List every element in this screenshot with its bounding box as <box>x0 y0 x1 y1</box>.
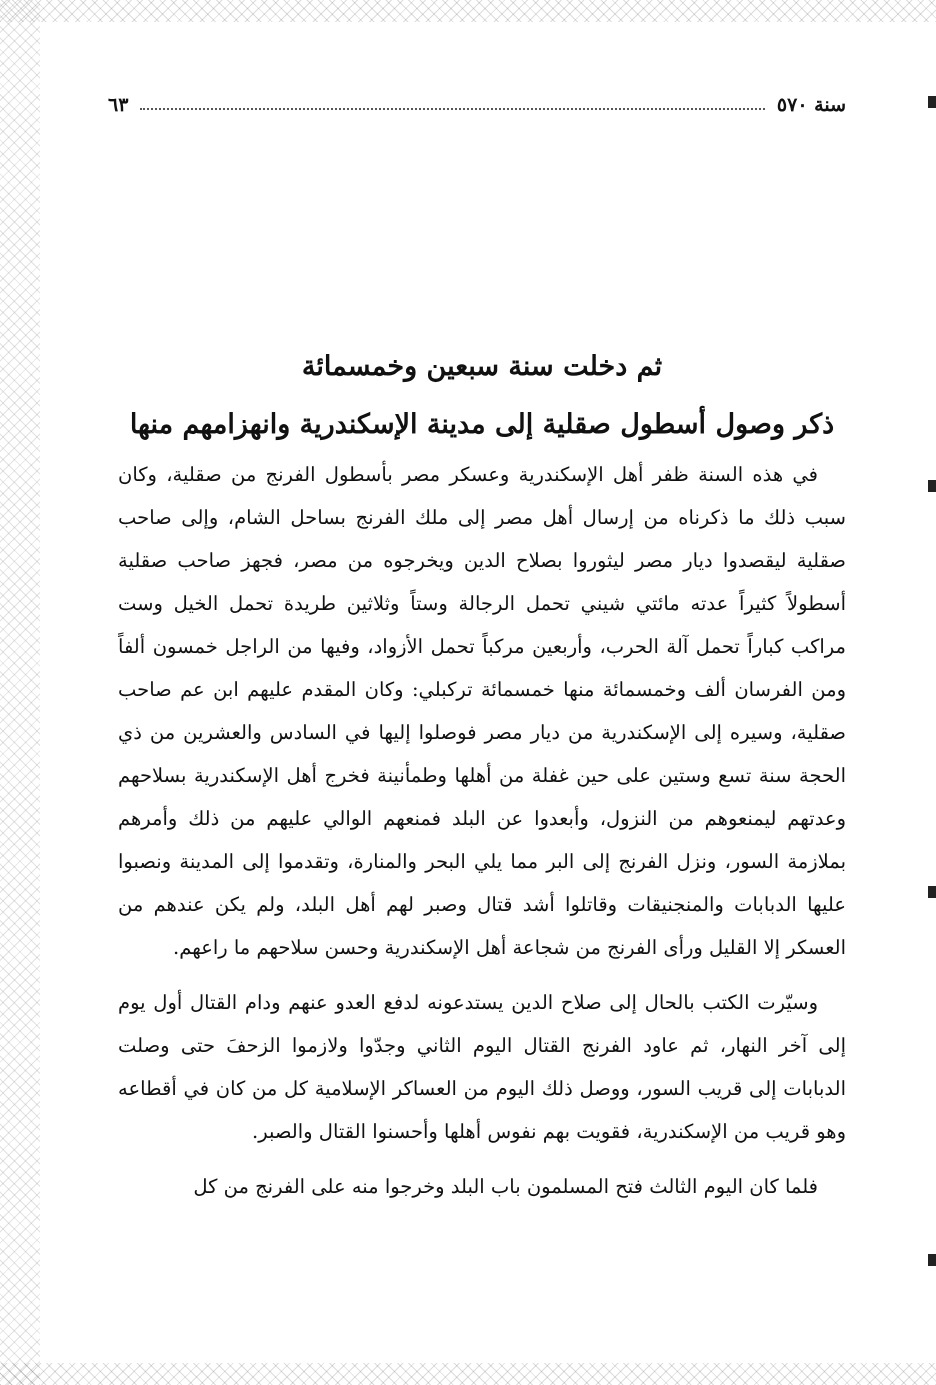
section-heading: ذكر وصول أسطول صقلية إلى مدينة الإسكندرية وانهزامهم منها <box>129 409 835 440</box>
page-edge-mark <box>928 1254 936 1266</box>
body-paragraph: فلما كان اليوم الثالث فتح المسلمون باب البلد وخرجوا منه على الفرنج من كل <box>193 1175 818 1198</box>
page-edge-mark <box>928 480 936 492</box>
header-section-title: سنة ٥٧٠ <box>776 94 846 116</box>
decorative-border-top <box>0 0 936 22</box>
running-header <box>108 90 846 120</box>
body-paragraph: في هذه السنة ظفر أهل الإسكندرية وعسكر مصر بأسطول الفرنج من صقلية، وكان سبب ذلك ما ذكرناه من إرسال أهل مصر إلى ملك الفرنج بساحل الشام، وإلى صاحب صقلية ليقصدوا ديار مصر ليثوروا بصلاح الدين ويخرجوه من مصر، فجهز صاحب صقلية أسطولاً كثيراً عدته مائتي شيني تحمل الرجالة وستاً وثلاثين طريدة تحمل الخيل وست مراكب كباراً تحمل آلة الحرب، وأربعين مركباً تحمل الأزواد، وفيها من الراجل خمسون ألفاً ومن الفرسان ألف وخمسمائة منها خمسمائة تركبلي: وكان المقدم عليهم ابن عم صاحب صقلية، وسيره إلى الإسكندرية من ديار مصر فوصلوا إليها في السادس والعشرين من ذي الحجة سنة تسع وستين على حين غفلة من أهلها وطمأنينة فخرج أهل الإسكندرية بسلاحهم وعدتهم ليمنعوهم من النزول، وأبعدوا عن البلد فمنعهم الوالي عليهم من ذلك وأمرهم بملازمة السور، ونزل الفرنج إلى البر مما يلي البحر والمنارة، وتقدموا إلى المدينة ونصبوا عليها الدبابات والمنجنيقات وقاتلوا أشد قتال وصبر لهم أهل البلد، ولم يكن عندهم من العسكر إلا القليل ورأى الفرنج من شجاعة أهل الإسكندرية وحسن سلاحهم ما راعهم. <box>118 463 846 959</box>
header-page-number: ٦٣ <box>108 94 129 116</box>
chapter-heading: ثم دخلت سنة سبعين وخمسمائة <box>301 351 663 382</box>
decorative-border-left <box>0 0 40 1385</box>
page-edge-mark <box>928 886 936 898</box>
header-dotted-leader <box>140 108 764 110</box>
body-paragraph: وسيّرت الكتب بالحال إلى صلاح الدين يستدعونه لدفع العدو عنهم ودام القتال أول يوم إلى آخر النهار، ثم عاود الفرنج القتال اليوم الثاني وجدّوا ولازموا الزحفَ حتى وصلت الدبابات إلى قريب السور، ووصل ذلك اليوم من العساكر الإسلامية كل من كان في أقطاعه وهو قريب من الإسكندرية، فقويت بهم نفوس أهلها وأحسنوا القتال والصبر. <box>118 991 846 1143</box>
page-body <box>118 345 846 1220</box>
decorative-border-bottom <box>0 1363 936 1385</box>
page-edge-mark <box>928 96 936 108</box>
